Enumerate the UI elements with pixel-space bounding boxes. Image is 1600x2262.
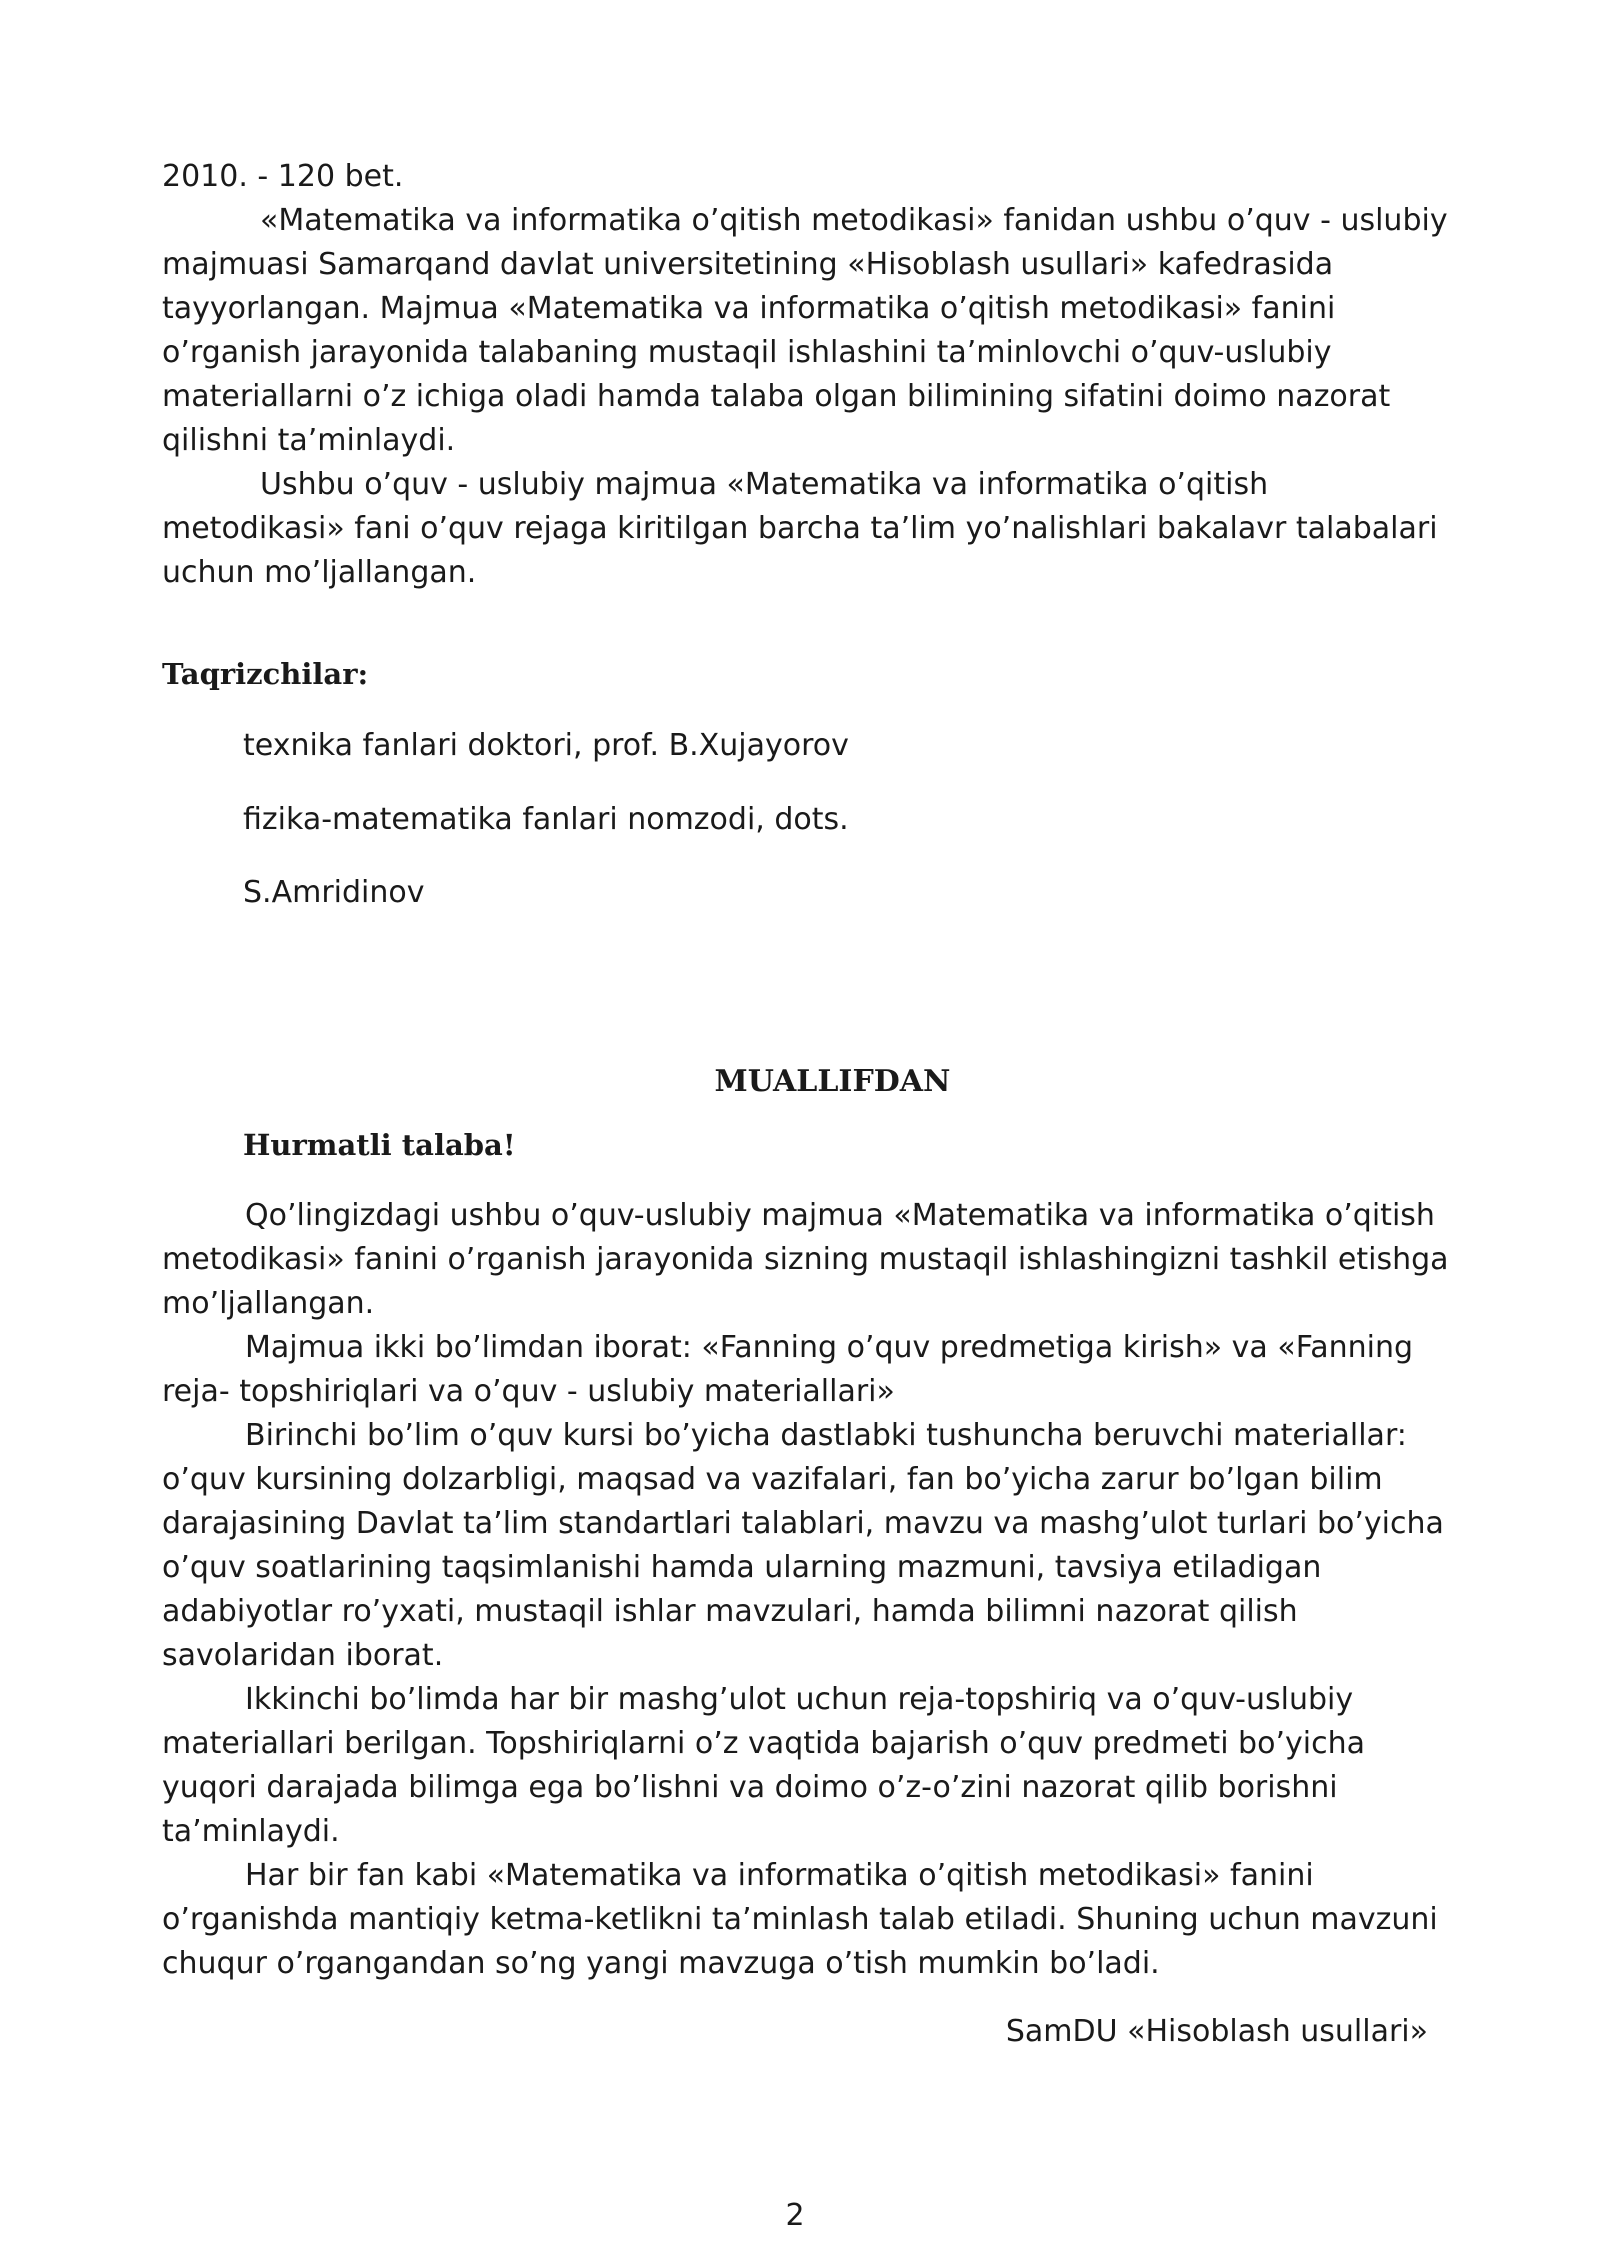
reviewer-line: texnika fanlari doktori, prof. B.Xujayorov: [243, 728, 849, 763]
signature: SamDU «Hisoblash usullari»: [1005, 2014, 1428, 2049]
author-paragraph: Majmua ikki bo’limdan iborat: «Fanning o’quv predmetiga kirish» va «Fanning reja- topshiriqlari va o’quv - uslubiy materiallari»: [162, 1330, 1414, 1409]
intro-block: [162, 155, 1452, 595]
intro-paragraph: Ushbu o’quv - uslubiy majmua «Matematika va informatika o’qitish metodikasi» fani o’quv rejaga kiritilgan barcha ta’lim yo’nalishlari bakalavr talabalari uchun mo’ljallangan.: [162, 467, 1438, 590]
author-paragraph: Har bir fan kabi «Matematika va informatika o’qitish metodikasi» fanini o’rganishda mantiqiy ketma-ketlikni ta’minlash talab etiladi. Shuning uchun mavzuni chuqur o’rgangandan so’ng yangi mavzuga o’tish mumkin bo’ladi.: [162, 1858, 1438, 1981]
reviewer-line: S.Amridinov: [243, 875, 425, 910]
page-number: 2: [785, 2198, 805, 2233]
intro-paragraph: «Matematika va informatika o’qitish metodikasi» fanidan ushbu o’quv - uslubiy majmuasi Samarqand davlat universitetining «Hisoblash usullari» kafedrasida tayyorlangan. Majmua «Matematika va informatika o’qitish metodikasi» fanini o’rganish jarayonida talabaning mustaqil ishlashini ta’minlovchi o’quv-uslubiy materiallarni o’z ichiga oladi hamda talaba olgan bilimining sifatini doimo nazorat qilishni ta’minlaydi.: [162, 203, 1448, 458]
reviewers-heading: Taqrizchilar:: [162, 657, 369, 691]
author-paragraph: Qo’lingizdagi ushbu o’quv-uslubiy majmua «Matematika va informatika o’qitish metodikasi» fanini o’rganish jarayonida sizning mustaqil ishlashingizni tashkil etishga mo’ljallangan.: [162, 1198, 1449, 1321]
author-paragraph: Birinchi bo’lim o’quv kursi bo’yicha dastlabki tushuncha beruvchi materiallar: o’quv kursining dolzarbligi, maqsad va vazifalari, fan bo’yicha zarur bo’lgan bilim darajasining Davlat ta’lim standartlari talablari, mavzu va mashg’ulot turlari bo’yicha o’quv soatlarining taqsimlanishi hamda ularning mazmuni, tavsiya etiladigan adabiyotlar ro’yxati, mustaqil ishlar mavzulari, hamda bilimni nazorat qilish savolaridan iborat.: [162, 1418, 1444, 1673]
intro-paragraph: 2010. - 120 bet.: [162, 159, 404, 194]
section-title: MUALLIFDAN: [714, 1064, 951, 1099]
greeting: Hurmatli talaba!: [243, 1128, 516, 1162]
author-paragraph: Ikkinchi bo’limda har bir mashg’ulot uchun reja-topshiriq va o’quv-uslubiy materiallari berilgan. Topshiriqlarni o’z vaqtida bajarish o’quv predmeti bo’yicha yuqori darajada bilimga ega bo’lishni va doimo o’z-o’zini nazorat qilib borishni ta’minlaydi.: [162, 1682, 1365, 1849]
author-text-block: [162, 1194, 1462, 1986]
reviewer-line: fizika-matematika fanlari nomzodi, dots.: [243, 802, 849, 837]
